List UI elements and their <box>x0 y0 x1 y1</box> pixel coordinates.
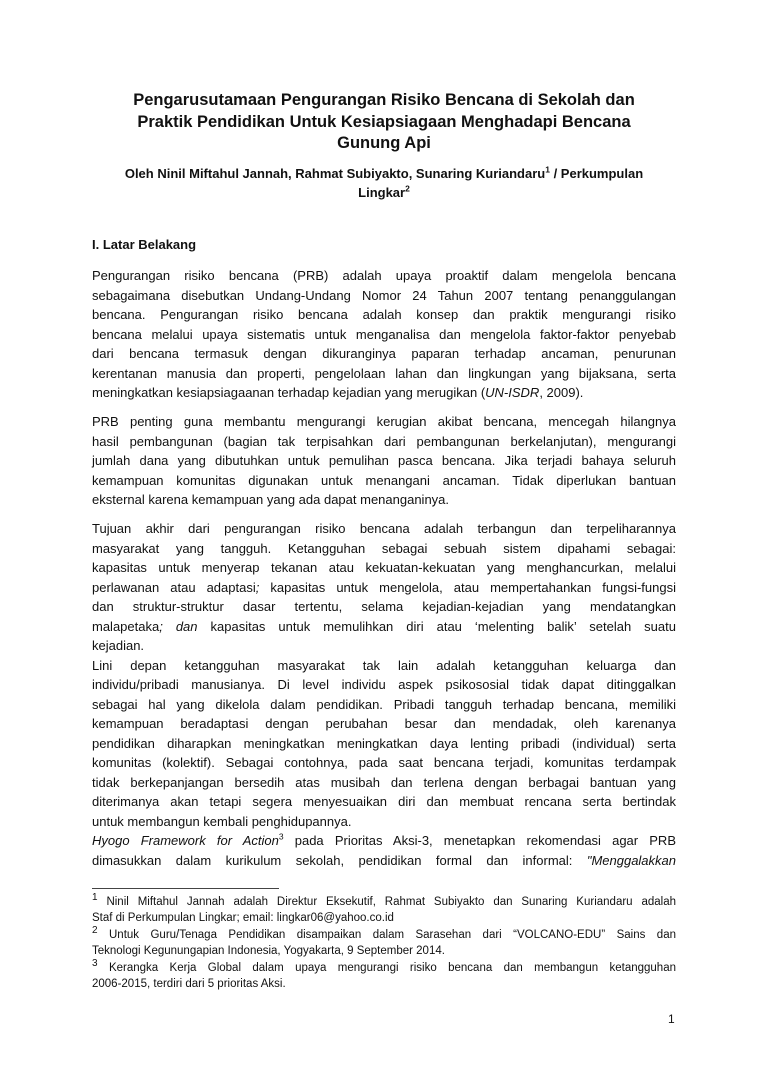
text-line: bencana melalui upaya sistematis untuk menganalisa dan mengelola faktor-faktor penyebab <box>92 326 676 342</box>
text-run: , 2009). <box>539 385 584 400</box>
footnote-separator <box>92 888 279 889</box>
text-run: Ninil Miftahul Jannah adalah Direktur Eksekutif, Rahmat Subiyakto dan Sunaring Kuriandaru adalah <box>97 896 676 908</box>
author-names: Oleh Ninil Miftahul Jannah, Rahmat Subiyakto, Sunaring Kuriandaru <box>124 166 546 181</box>
title-line: Pengarusutamaan Pengurangan Risiko Bencana di Sekolah dan <box>133 91 635 109</box>
text-line: sebagai hal yang dikelola dalam pendidikan. Pribadi tangguh terhadap bencana, memiliki <box>92 696 676 712</box>
text-line: Teknologi Kegunungapian Indonesia, Yogyakarta, 9 September 2014. <box>92 944 445 957</box>
text-line: Staf di Perkumpulan Lingkar; email: lingkar06@yahoo.co.id <box>92 911 394 924</box>
text-line: 2006-2015, terdiri dari 5 prioritas Aksi. <box>92 977 286 990</box>
footnote-ref[interactable]: 1 <box>545 164 550 175</box>
paragraph-1 <box>92 266 676 403</box>
footnote-3 <box>92 958 676 992</box>
text-line: pendidikan diharapkan meningkatkan meningkatkan daya lenting pribadi (individual) serta <box>92 735 676 751</box>
section-heading: I. Latar Belakang <box>92 237 197 252</box>
text-run: perlawanan atau adaptasi <box>92 579 256 595</box>
text-line <box>92 851 676 871</box>
text-run: meningkatkan kesiapsiagaanan terhadap kejadian yang merugikan ( <box>92 385 486 400</box>
text-line: masyarakat yang tangguh. Ketangguhan sebagai sebuah sistem dipahami sebagai: <box>92 540 676 556</box>
text-line: kerentanan manusia dan properti, pengelolaan lahan dan lingkungan yang bijaksana, serta <box>92 365 676 381</box>
text-line: kapasitas untuk menyerap tekanan atau kekuatan-kekuatan yang menghancurkan, melalui <box>92 560 676 575</box>
text-line <box>92 831 676 851</box>
footnote-number: 3 <box>92 958 98 970</box>
text-run: Untuk Guru/Tenaga Pendidikan disampaikan dalam Sarasehan dari “VOLCANO-EDU” Sains dan <box>97 929 676 941</box>
title-line: Praktik Pendidikan Untuk Kesiapsiagaan Menghadapi Bencana <box>137 112 631 131</box>
text-run: malapetaka <box>92 618 160 634</box>
organization-text: / Perkumpulan <box>549 166 644 181</box>
text-run: pada Prioritas Aksi-3, menetapkan rekomendasi agar PRB <box>283 833 676 848</box>
quote-text: "Menggalakkan <box>586 852 676 868</box>
text-line: untuk membangun kembali penghidupannya. <box>92 813 352 829</box>
paragraph-3 <box>92 519 676 870</box>
paragraph-2 <box>92 412 676 510</box>
text-line <box>92 617 676 637</box>
text-line: dan struktur-struktur dasar tertentu, selama kejadian-kejadian yang mendatangkan <box>92 599 676 614</box>
text-run: ; <box>255 579 260 595</box>
text-line: jumlah dana yang dibutuhkan untuk pemulihan pasca bencana. Jika terjadi bahaya seluruh <box>92 453 676 468</box>
text-line <box>92 578 676 598</box>
organization-text: Lingkar <box>358 184 406 200</box>
text-line: Tujuan akhir dari pengurangan risiko bencana adalah terbangun dan terpeliharannya <box>92 521 676 536</box>
footnote-ref[interactable]: 3 <box>278 831 284 842</box>
text-line: Lini depan ketangguhan masyarakat tak lain adalah ketangguhan keluarga dan <box>92 657 676 673</box>
paper-title <box>92 90 676 155</box>
text-run: Kerangka Kerja Global dalam upaya mengurangi risiko bencana dan membangun ketangguhan <box>97 962 676 974</box>
text-line: kemampuan komunitas digunakan untuk menangani ancaman. Tidak diperlukan bantuan <box>92 472 676 488</box>
text-run: kapasitas untuk memulihkan diri atau ‘melenting balik’ setelah suatu <box>197 618 676 634</box>
footnote-number: 2 <box>92 925 98 937</box>
text-line: PRB penting guna membantu mengurangi kerugian akibat bencana, mencegah hilangnya <box>92 414 676 429</box>
text-line: Pengurangan risiko bencana (PRB) adalah upaya proaktif dalam mengelola bencana <box>92 268 676 283</box>
text-run: kapasitas untuk mengelola, atau mempertahankan fungsi-fungsi <box>259 579 676 595</box>
text-run: ; dan <box>159 618 198 634</box>
footnote-ref[interactable]: 2 <box>405 183 410 194</box>
text-line: individu/pribadi manusianya. Di level individu aspek psikososial tidak dapat ditinggalkan <box>92 677 676 692</box>
text-line: komunitas (kolektif). Sebagai contohnya, pada saat bencana terjadi, komunitas terdampak <box>92 755 676 770</box>
text-line: sebagaimana disebutkan Undang-Undang Nomor 24 Tahun 2007 tentang penanggulangan <box>92 287 676 303</box>
text-line <box>92 958 676 977</box>
author-line <box>92 165 676 202</box>
text-line: tidak berkepanjangan bersedih atas musibah dan terlena dengan berbagai bantuan yang <box>92 774 676 790</box>
text-run: dimasukkan dalam kurikulum sekolah, pendidikan formal dan informal: <box>92 852 587 868</box>
author-line-2 <box>92 184 676 203</box>
footnote-2 <box>92 925 676 959</box>
text-line: dari bencana termasuk dengan dikuranginya paparan terhadap ancaman, penurunan <box>92 346 676 361</box>
citation: UN-ISDR <box>485 385 540 400</box>
text-line: kejadian. <box>92 638 145 653</box>
footnote-number: 1 <box>92 892 98 904</box>
text-line: hasil pembangunan (bagian tak terpisahkan dari pembangunan berkelanjutan), mengurangi <box>92 433 676 449</box>
text-line: diterimanya akan tetapi segera menyesuaikan diri dan membuat rencana serta bertindak <box>92 794 676 809</box>
text-line <box>92 925 676 944</box>
text-line: eksternal karena kemampuan yang ada dapat menanganinya. <box>92 492 450 507</box>
text-line: bencana. Pengurangan risiko bencana adalah konsep dan praktik mengurangi risiko <box>92 307 676 322</box>
text-line <box>92 892 676 911</box>
text-line: kemampuan beradaptasi dengan perubahan besar dan mendadak, oleh karenanya <box>92 716 676 731</box>
footnote-1 <box>92 892 676 926</box>
author-line-1 <box>92 165 676 184</box>
page-number: 1 <box>668 1012 675 1026</box>
title-line: Gunung Api <box>337 134 431 152</box>
text-line <box>92 383 676 403</box>
citation: Hyogo Framework for Action <box>92 833 279 848</box>
